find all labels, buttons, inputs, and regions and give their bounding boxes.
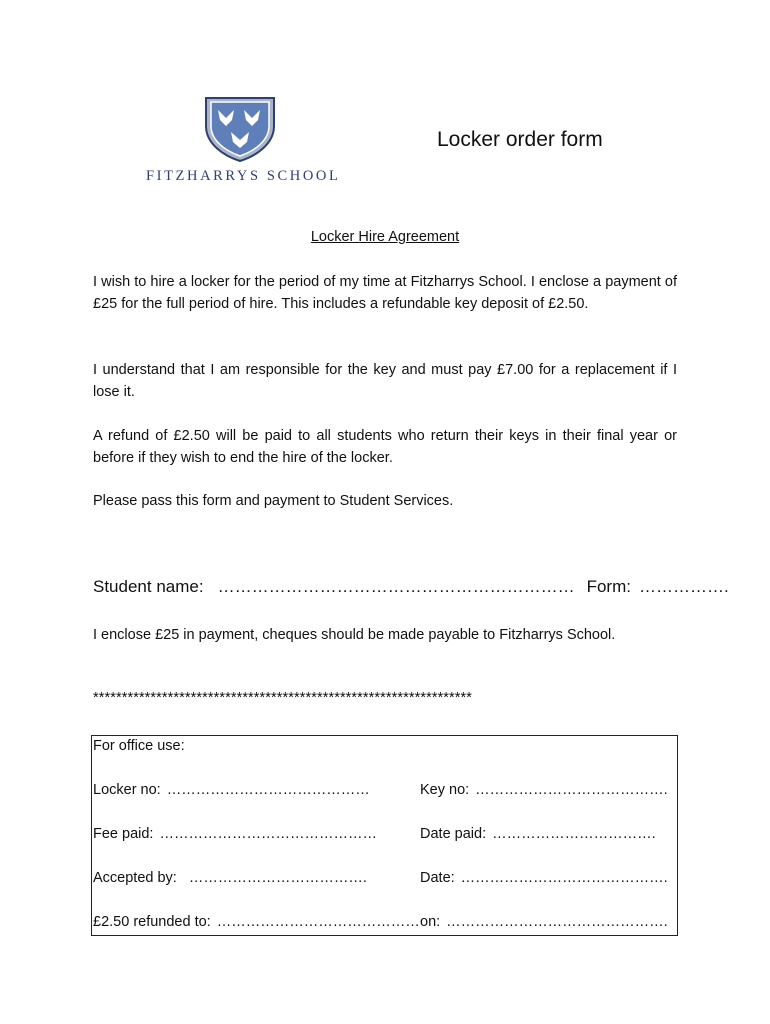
key-no-label: Key no: xyxy=(420,782,470,798)
refund-on-row xyxy=(420,914,668,930)
refunded-to-label: £2.50 refunded to: xyxy=(93,914,211,930)
agreement-heading: Locker Hire Agreement xyxy=(310,229,460,245)
student-name-field[interactable]: ……………………………………………………… xyxy=(217,577,575,596)
date-row xyxy=(420,870,668,886)
refund-on-field[interactable]: ………………………………………. xyxy=(446,914,668,930)
locker-no-field[interactable]: …………………………………… xyxy=(166,782,370,798)
agreement-paragraph-hire: I wish to hire a locker for the period of my time at Fitzharrys School. I enclose a payment of £25 for the full period of hire. This includes a refundable key deposit of £2.50. xyxy=(93,274,677,312)
student-name-label: Student name: xyxy=(93,577,204,596)
refund-on-label: on: xyxy=(420,914,441,930)
payment-note: I enclose £25 in payment, cheques should be made payable to Fitzharrys School. xyxy=(93,627,616,643)
school-name: FITZHARRYS SCHOOL xyxy=(146,168,341,184)
separator-line: ****************************************************************** xyxy=(93,690,473,706)
agreement-paragraph-key: I understand that I am responsible for the key and must pay £7.00 for a replacement if I lose it. xyxy=(93,362,677,400)
form-label: Form: xyxy=(586,577,631,596)
locker-no-label: Locker no: xyxy=(93,782,161,798)
agreement-paragraph-submit: Please pass this form and payment to Student Services. xyxy=(93,493,454,509)
date-paid-row xyxy=(420,826,656,842)
page-title: Locker order form xyxy=(437,128,603,151)
student-details-line xyxy=(93,577,729,597)
office-use-box xyxy=(91,735,678,936)
accepted-by-field[interactable]: ………………………………. xyxy=(188,870,367,886)
fee-paid-row xyxy=(93,826,377,842)
form-field[interactable]: ……………. xyxy=(638,577,729,596)
school-crest-icon xyxy=(204,96,276,162)
key-no-row xyxy=(420,782,668,798)
fee-paid-field[interactable]: ……………………………………… xyxy=(159,826,377,842)
refunded-to-field[interactable]: …………………………………… xyxy=(216,914,420,930)
date-paid-field[interactable]: ……………………………. xyxy=(492,826,656,842)
refunded-to-row xyxy=(93,914,420,930)
date-paid-label: Date paid: xyxy=(420,826,487,842)
agreement-paragraph-refund: A refund of £2.50 will be paid to all students who return their keys in their final year or before if they wish to end the hire of the locker. xyxy=(93,428,677,466)
accepted-by-row xyxy=(93,870,367,886)
office-use-title: For office use: xyxy=(93,738,185,754)
key-no-field[interactable]: …………………………………. xyxy=(475,782,668,798)
locker-no-row xyxy=(93,782,370,798)
date-field[interactable]: ……………………………………. xyxy=(460,870,668,886)
date-label: Date: xyxy=(420,870,455,886)
fee-paid-label: Fee paid: xyxy=(93,826,154,842)
accepted-by-label: Accepted by: xyxy=(93,870,177,886)
